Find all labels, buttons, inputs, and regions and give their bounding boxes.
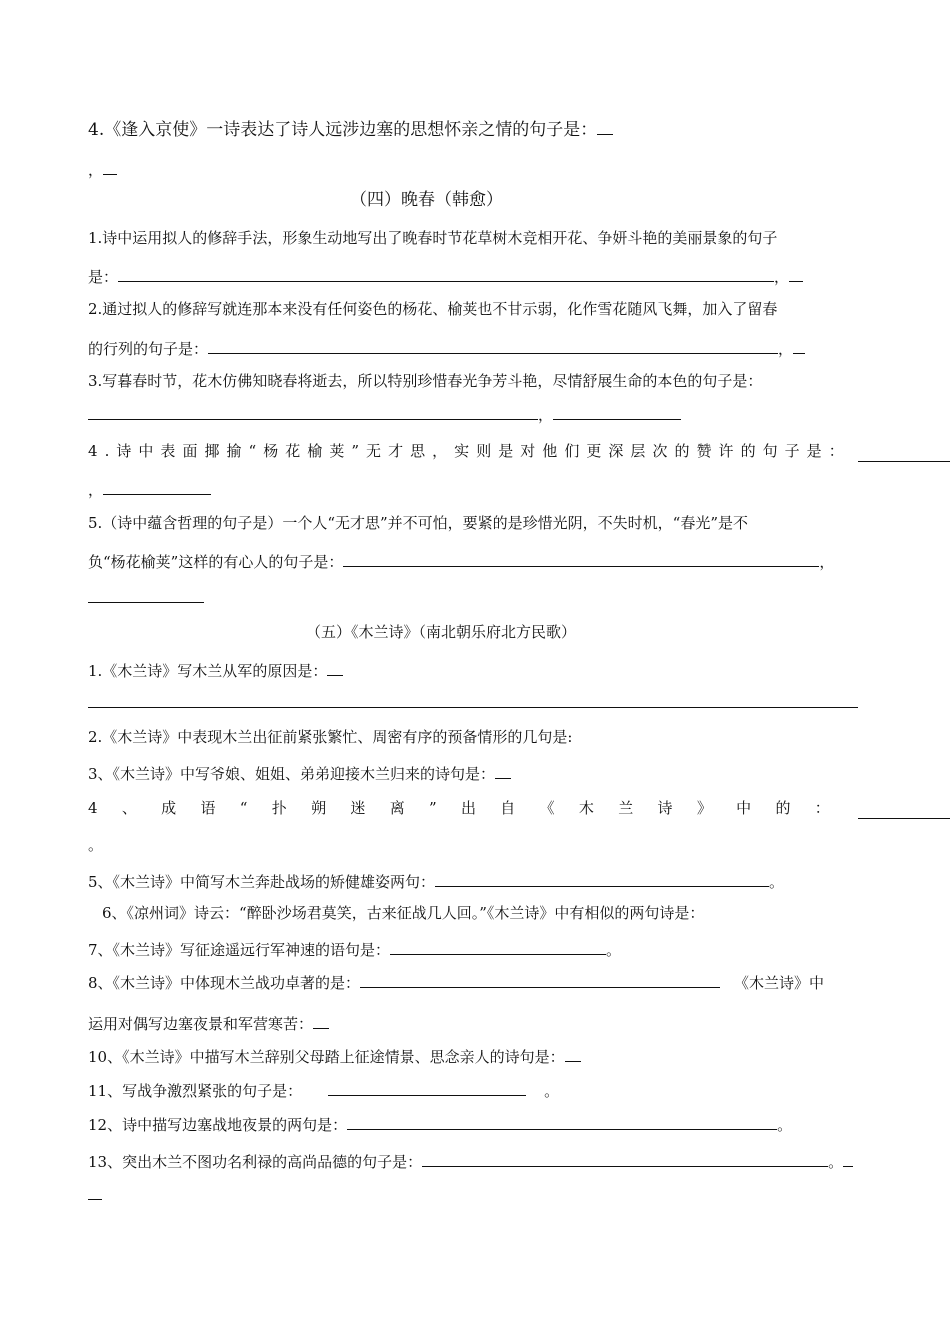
question-fengrujingshi-4-line2: ，	[88, 158, 117, 181]
question-mulan-4-end: 。	[88, 836, 104, 854]
answer-blank[interactable]	[343, 550, 819, 567]
answer-blank[interactable]	[327, 659, 343, 676]
answer-blank[interactable]	[597, 118, 613, 135]
answer-blank[interactable]	[103, 478, 211, 495]
question-wanchun-5: 5.（诗中蕴含哲理的句子是）一个人“无才思”并不可怕，要紧的是珍惜光阴，不失时机，“春光”是不	[88, 514, 748, 532]
question-mulan-7: 7、《木兰诗》写征途遥远行军神速的语句是： 。	[88, 938, 621, 961]
answer-blank[interactable]	[553, 403, 681, 420]
answer-blank[interactable]	[313, 1012, 329, 1029]
answer-blank[interactable]	[858, 802, 950, 819]
answer-blank[interactable]	[88, 602, 204, 603]
question-mulan-12: 12、诗中描写边塞战地夜景的两句是： 。	[88, 1113, 792, 1136]
question-mulan-8: 8、《木兰诗》中体现木兰战功卓著的是： 《木兰诗》中	[88, 971, 824, 994]
question-wanchun-2-line2: 的行列的句子是： ，	[88, 337, 805, 360]
answer-blank[interactable]	[858, 445, 950, 462]
question-mulan-5: 5、《木兰诗》中简写木兰奔赴战场的矫健雄姿两句： 。	[88, 870, 784, 893]
question-wanchun-3: 3.写暮春时节，花木仿佛知晓春将逝去，所以特别珍惜春光争芳斗艳，尽情舒展生命的本色的句子是：	[88, 372, 763, 390]
question-mulan-4-text: 4 、 成 语 “ 扑 朔 迷 离 ” 出 自 《 木 兰 诗 》 中 的 ：	[88, 799, 830, 817]
question-wanchun-2: 2.通过拟人的修辞写就连那本来没有任何姿色的杨花、榆荚也不甘示弱，化作雪花随风飞舞，加入了留春	[88, 300, 778, 318]
answer-blank[interactable]	[843, 1150, 853, 1167]
question-wanchun-4-line2: ，	[88, 478, 211, 501]
question-mulan-11: 11、写战争激烈紧张的句子是： 。	[88, 1079, 559, 1102]
answer-blank[interactable]	[793, 337, 805, 354]
question-wanchun-3-line2: ，	[88, 403, 681, 426]
answer-blank[interactable]	[435, 870, 769, 887]
answer-blank[interactable]	[347, 1113, 777, 1130]
answer-blank[interactable]	[422, 1150, 828, 1167]
answer-blank[interactable]	[565, 1045, 581, 1062]
answer-blank[interactable]	[208, 337, 778, 354]
question-mulan-6: 6、《凉州词》诗云：“醉卧沙场君莫笑，古来征战几人回。”《木兰诗》中有相似的两句诗是：	[102, 904, 705, 922]
question-wanchun-1: 1.诗中运用拟人的修辞手法，形象生动地写出了晚春时节花草树木竞相开花、争妍斗艳的美丽景象的句子	[88, 229, 778, 247]
question-fengrujingshi-4: 4.《逢入京使》一诗表达了诗人远涉边塞的思想怀亲之情的句子是：	[88, 118, 613, 141]
section-heading-wanchun: （四）晚春（韩愈）	[350, 190, 503, 210]
question-wanchun-4-text: 4 . 诗 中 表 面 揶 揄 “ 杨 花 榆 荚 ” 无 才 思 ， 实 则 是 对 他 们 更 深 层 次 的 赞 许 的 句 子 是 ：	[88, 442, 844, 460]
answer-blank[interactable]	[103, 158, 117, 175]
question-mulan-1: 1.《木兰诗》写木兰从军的原因是：	[88, 659, 343, 682]
answer-blank[interactable]	[88, 403, 538, 420]
question-wanchun-5-line2: 负“杨花榆荚”这样的有心人的句子是： ，	[88, 550, 834, 573]
question-mulan-10: 10、《木兰诗》中描写木兰辞别父母踏上征途情景、思念亲人的诗句是：	[88, 1045, 581, 1068]
question-wanchun-1-line2: 是： ，	[88, 265, 803, 288]
answer-blank[interactable]	[789, 265, 803, 282]
question-mulan-3: 3、《木兰诗》中写爷娘、姐姐、弟弟迎接木兰归来的诗句是：	[88, 762, 511, 785]
answer-blank[interactable]	[88, 1199, 102, 1200]
answer-blank[interactable]	[495, 762, 511, 779]
answer-blank[interactable]	[88, 707, 858, 708]
answer-blank[interactable]	[328, 1079, 526, 1096]
answer-blank[interactable]	[360, 971, 720, 988]
question-mulan-13: 13、突出木兰不图功名利禄的高尚品德的句子是： 。	[88, 1150, 853, 1173]
answer-blank[interactable]	[390, 938, 606, 955]
question-wanchun-4	[88, 440, 950, 462]
question-mulan-2: 2.《木兰诗》中表现木兰出征前紧张繁忙、周密有序的预备情形的几句是:	[88, 728, 573, 746]
question-mulan-8-line2: 运用对偶写边塞夜景和军营寒苦：	[88, 1012, 329, 1035]
question-mulan-4	[88, 797, 950, 819]
answer-blank[interactable]	[118, 265, 774, 282]
section-heading-mulanshi: （五）《木兰诗》（南北朝乐府北方民歌）	[306, 623, 577, 641]
